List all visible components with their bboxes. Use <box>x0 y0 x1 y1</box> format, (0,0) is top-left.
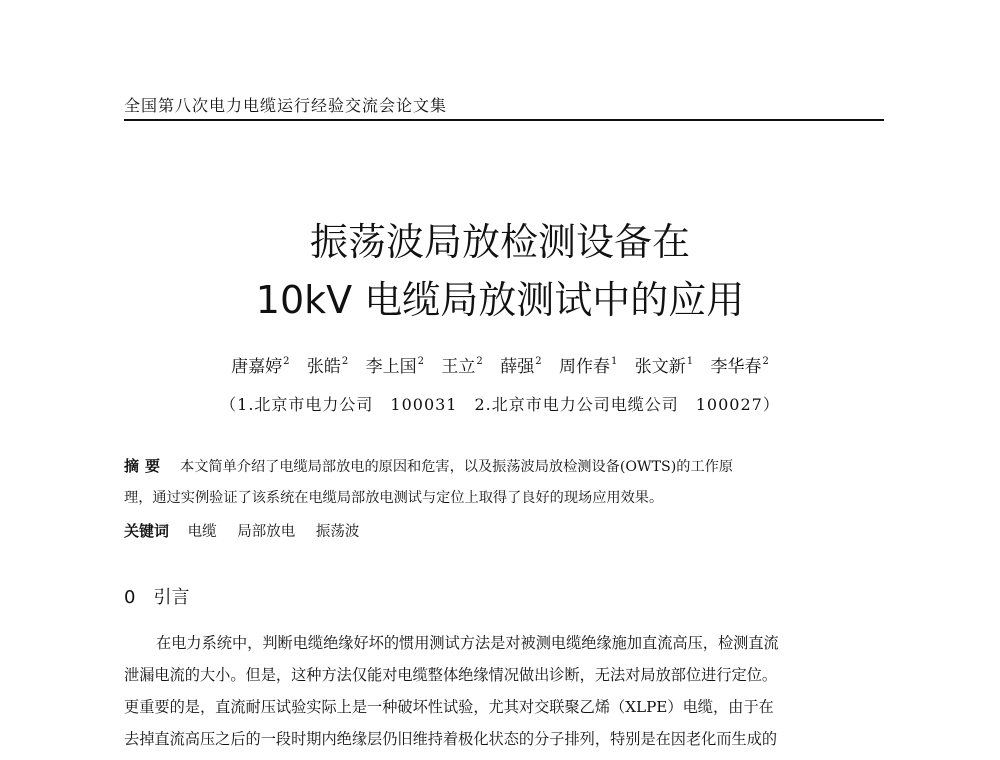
affiliation-mark: 2 <box>283 356 290 367</box>
body-text-line: 泄漏电流的大小。但是，这种方法仅能对电缆整体绝缘情况做出诊断，无法对局放部位进行定位。 <box>124 666 778 684</box>
affiliation-mark: 1 <box>686 356 694 367</box>
affiliation-mark: 2 <box>417 356 425 367</box>
affiliation-mark: 2 <box>341 356 349 367</box>
paper-title-line-2: 10kV 电缆局放测试中的应用 <box>255 278 745 322</box>
running-header: 全国第八次电力电缆运行经验交流会论文集 <box>124 96 448 115</box>
keyword: 振荡波 <box>315 524 360 540</box>
paper-title-line-1: 振荡波局放检测设备在 <box>309 220 690 264</box>
author <box>441 352 482 377</box>
author-name: 张皓 <box>306 357 341 377</box>
affiliation-mark: 2 <box>762 356 769 367</box>
abstract-text: 本文简单介绍了电缆局部放电的原因和危害，以及振荡波局放检测设备(OWTS)的工作原 <box>180 459 734 475</box>
affiliation-mark: 2 <box>476 356 483 367</box>
keywords-label: 关键词 <box>124 522 170 540</box>
author <box>366 352 424 377</box>
author <box>635 352 693 377</box>
author <box>500 352 541 377</box>
section-heading <box>124 583 189 609</box>
author-name: 李上国 <box>365 357 417 377</box>
author-name: 李华春 <box>710 357 762 377</box>
body-text-line: 去掉直流高压之后的一段时期内绝缘层仍旧维持着极化状态的分子排列，特别是在因老化而生成的 <box>124 730 778 748</box>
author <box>559 352 617 377</box>
author-name: 王立 <box>441 357 476 377</box>
abstract-line-1 <box>124 455 884 476</box>
author-list <box>0 352 1000 377</box>
affiliation-line: （1.北京市电力公司 100031 2.北京市电力公司电缆公司 100027） <box>220 395 780 414</box>
author <box>231 352 289 377</box>
body-text-line: 更重要的是，直流耐压试验实际上是一种破坏性试验，尤其对交联聚乙烯（XLPE）电缆，由于在 <box>124 698 774 716</box>
keyword: 局部放电 <box>237 524 296 540</box>
author-name: 薛强 <box>500 357 535 377</box>
author <box>711 352 769 377</box>
section-title: 引言 <box>153 587 190 608</box>
affiliation-mark: 2 <box>535 356 542 367</box>
author-name: 周作春 <box>558 357 610 377</box>
keyword: 电缆 <box>187 524 217 540</box>
author-name: 张文新 <box>634 357 686 377</box>
header-rule <box>124 119 884 121</box>
body-text-line: 在电力系统中，判断电缆绝缘好坏的惯用测试方法是对被测电缆绝缘施加直流高压，检测直流 <box>156 634 779 652</box>
keywords <box>124 520 375 541</box>
abstract-line-2: 理，通过实例验证了该系统在电缆局部放电测试与定位上取得了良好的现场应用效果。 <box>124 490 664 506</box>
author <box>307 352 348 377</box>
author-name: 唐嘉婷 <box>231 357 283 377</box>
abstract-label: 摘要 <box>124 457 167 475</box>
affiliation-mark: 1 <box>610 356 618 367</box>
section-number: 0 <box>124 587 136 608</box>
